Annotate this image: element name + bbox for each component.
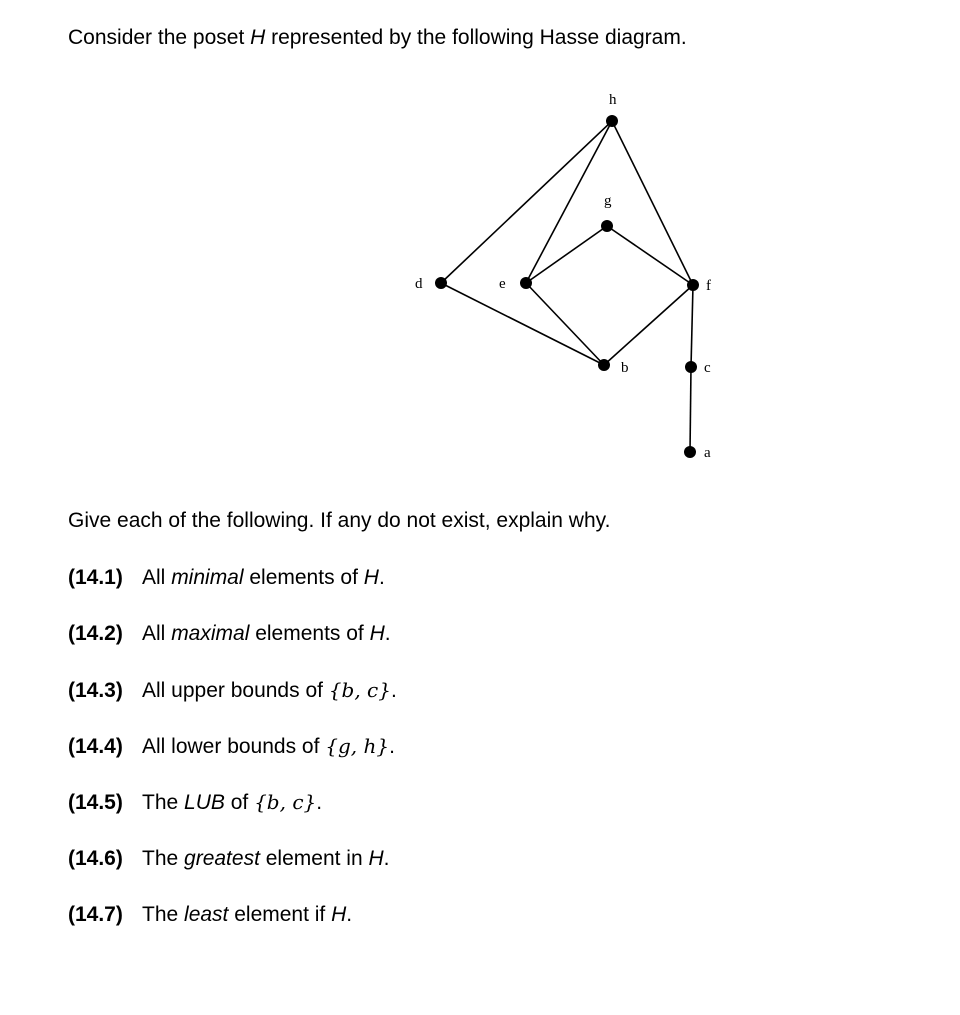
set-expression: {b, c} <box>254 790 317 814</box>
node-f <box>687 279 699 291</box>
hasse-diagram <box>0 0 960 500</box>
node-a <box>684 446 696 458</box>
edge-e-h <box>526 121 612 283</box>
diagram-nodes <box>435 115 699 458</box>
question-14-2: (14.2) All maximal elements of H. <box>68 622 391 645</box>
set-expression: {b, c} <box>328 678 391 702</box>
label-h: h <box>609 92 617 108</box>
label-f: f <box>706 278 711 294</box>
question-14-1: (14.1) All minimal elements of H. <box>68 566 385 589</box>
edge-c-f <box>691 285 693 367</box>
node-e <box>520 277 532 289</box>
instructions: Give each of the following. If any do not exist, explain why. <box>68 509 611 532</box>
set-expression: {g, h} <box>325 734 390 758</box>
label-c: c <box>704 360 711 376</box>
node-g <box>601 220 613 232</box>
node-b <box>598 359 610 371</box>
edge-a-c <box>690 367 691 452</box>
edge-e-g <box>526 226 607 283</box>
question-number: (14.7) <box>68 903 123 926</box>
question-14-3: (14.3) All upper bounds of {b, c}. <box>68 678 397 702</box>
edge-f-h <box>612 121 693 285</box>
poset-variable: H <box>250 26 266 49</box>
edge-f-g <box>607 226 693 285</box>
node-c <box>685 361 697 373</box>
edge-b-f <box>604 285 693 365</box>
question-14-4: (14.4) All lower bounds of {g, h}. <box>68 734 395 758</box>
node-d <box>435 277 447 289</box>
label-d: d <box>415 276 423 292</box>
question-14-5: (14.5) The LUB of {b, c}. <box>68 790 323 814</box>
problem-intro: Consider the poset H represented by the following Hasse diagram. <box>68 26 687 49</box>
question-number: (14.6) <box>68 847 123 870</box>
question-number: (14.1) <box>68 566 123 589</box>
question-number: (14.5) <box>68 791 123 814</box>
question-number: (14.4) <box>68 735 123 758</box>
edge-b-e <box>526 283 604 365</box>
question-number: (14.2) <box>68 622 123 645</box>
diagram-edges <box>441 121 693 452</box>
label-a: a <box>704 445 711 461</box>
edge-b-d <box>441 283 604 365</box>
label-b: b <box>621 360 629 376</box>
node-h <box>606 115 618 127</box>
question-14-7: (14.7) The least element if H. <box>68 903 353 926</box>
question-number: (14.3) <box>68 679 123 702</box>
label-g: g <box>604 193 612 209</box>
question-14-6: (14.6) The greatest element in H. <box>68 847 390 870</box>
label-e: e <box>499 276 506 292</box>
edge-d-h <box>441 121 612 283</box>
diagram-labels <box>415 92 711 461</box>
